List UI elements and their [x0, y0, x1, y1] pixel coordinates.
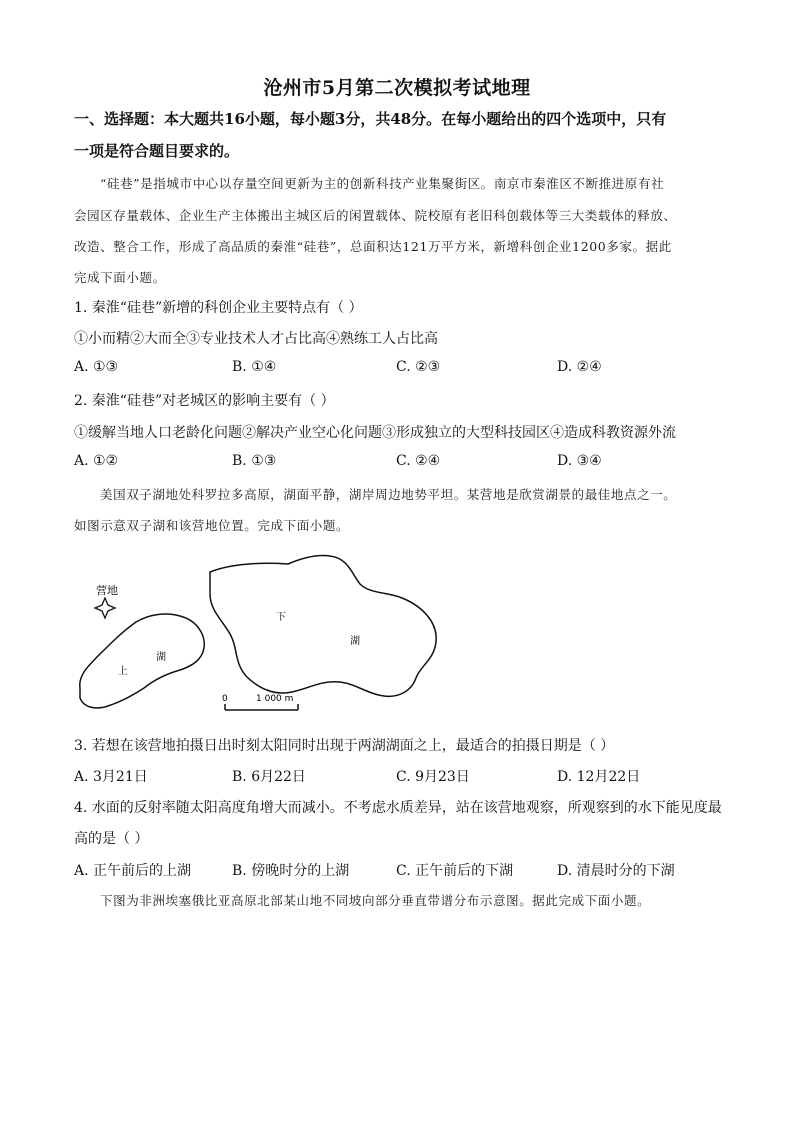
passage2-line: 美国双子湖地处科罗拉多高原，湖面平静，湖岸周边地势平坦。某营地是欣赏湖景的最佳地点之一。: [100, 487, 677, 502]
passage2-line: 如图示意双子湖和该营地位置。完成下面小题。: [74, 518, 350, 533]
question4-option-b[interactable]: B. 傍晚时分的上湖: [232, 863, 350, 879]
question2-stem: 2. 秦淮“硅巷”对老城区的影响主要有（ ）: [74, 393, 335, 409]
twin-lakes-map: [70, 548, 450, 718]
lower-lake-label-2: 湖: [350, 636, 360, 647]
question1-option-b[interactable]: B. ①④: [232, 359, 277, 375]
question4-option-a[interactable]: A. 正午前后的上湖: [74, 863, 192, 879]
question1-option-a[interactable]: A. ①③: [74, 359, 119, 375]
question2-option-b[interactable]: B. ①③: [232, 453, 277, 469]
upper-lake-outline: [80, 614, 205, 708]
question3-option-d[interactable]: D. 12月22日: [557, 769, 641, 785]
camp-label: 营地: [96, 584, 118, 597]
page-title: 沧州市5月第二次模拟考试地理: [263, 77, 531, 99]
lower-lake-label-1: 下: [276, 612, 286, 623]
question4-option-c[interactable]: C. 正午前后的下湖: [396, 863, 514, 879]
question4-stem-line1: 4. 水面的反射率随太阳高度角增大而减小。不考虑水质差异，站在该营地观察，所观察到的水下能见度最: [74, 800, 722, 816]
question3-option-c[interactable]: C. 9月23日: [396, 769, 470, 785]
passage1-line: 会园区存量载体、企业生产主体搬出主城区后的闲置载体、院校原有老旧科创载体等三大类载体的释放、: [74, 208, 677, 223]
question2-option-c[interactable]: C. ②④: [396, 453, 441, 469]
question1-option-c[interactable]: C. ②③: [396, 359, 441, 375]
question3-option-a[interactable]: A. 3月21日: [74, 769, 148, 785]
passage1-line: 完成下面小题。: [74, 270, 166, 285]
lower-lake-outline: [210, 555, 436, 696]
passage3-line: 下图为非洲埃塞俄比亚高原北部某山地不同坡向部分垂直带谱分布示意图。据此完成下面小题。: [100, 893, 651, 908]
question2-items: ①缓解当地人口老龄化问题②解决产业空心化问题③形成独立的大型科技园区④造成科教资源外流: [74, 425, 676, 441]
question3-stem: 3. 若想在该营地拍摄日出时刻太阳同时出现于两湖湖面之上，最适合的拍摄日期是（ ）: [74, 738, 615, 754]
camp-star-icon: [95, 598, 115, 618]
upper-lake-label-2: 湖: [156, 652, 166, 663]
question1-items: ①小而精②大而全③专业技术人才占比高④熟练工人占比高: [74, 331, 438, 347]
scale-value-label: 1 000 m: [256, 694, 294, 704]
question4-stem-line2: 高的是（ ）: [74, 831, 149, 847]
section-heading-line1: 一、选择题：本大题共16小题，每小题3分，共48分。在每小题给出的四个选项中，只有: [74, 110, 667, 128]
question3-option-b[interactable]: B. 6月22日: [232, 769, 306, 785]
upper-lake-label-1: 上: [118, 666, 128, 677]
passage1-line: “硅巷”是指城市中心以存量空间更新为主的创新科技产业集聚街区。南京市秦淮区不断推进原有社: [100, 176, 665, 191]
question4-option-d[interactable]: D. 清晨时分的下湖: [557, 863, 675, 879]
question1-stem: 1. 秦淮“硅巷”新增的科创企业主要特点有（ ）: [74, 300, 363, 316]
passage1-line: 改造、整合工作，形成了高品质的秦淮“硅巷”，总面积达121万平方米，新增科创企业1200多家。据此: [74, 239, 672, 254]
question2-option-a[interactable]: A. ①②: [74, 453, 119, 469]
scale-zero-label: 0: [222, 694, 228, 704]
question1-option-d[interactable]: D. ②④: [557, 359, 602, 375]
question2-option-d[interactable]: D. ③④: [557, 453, 602, 469]
section-heading-line2: 一项是符合题目要求的。: [74, 142, 240, 160]
